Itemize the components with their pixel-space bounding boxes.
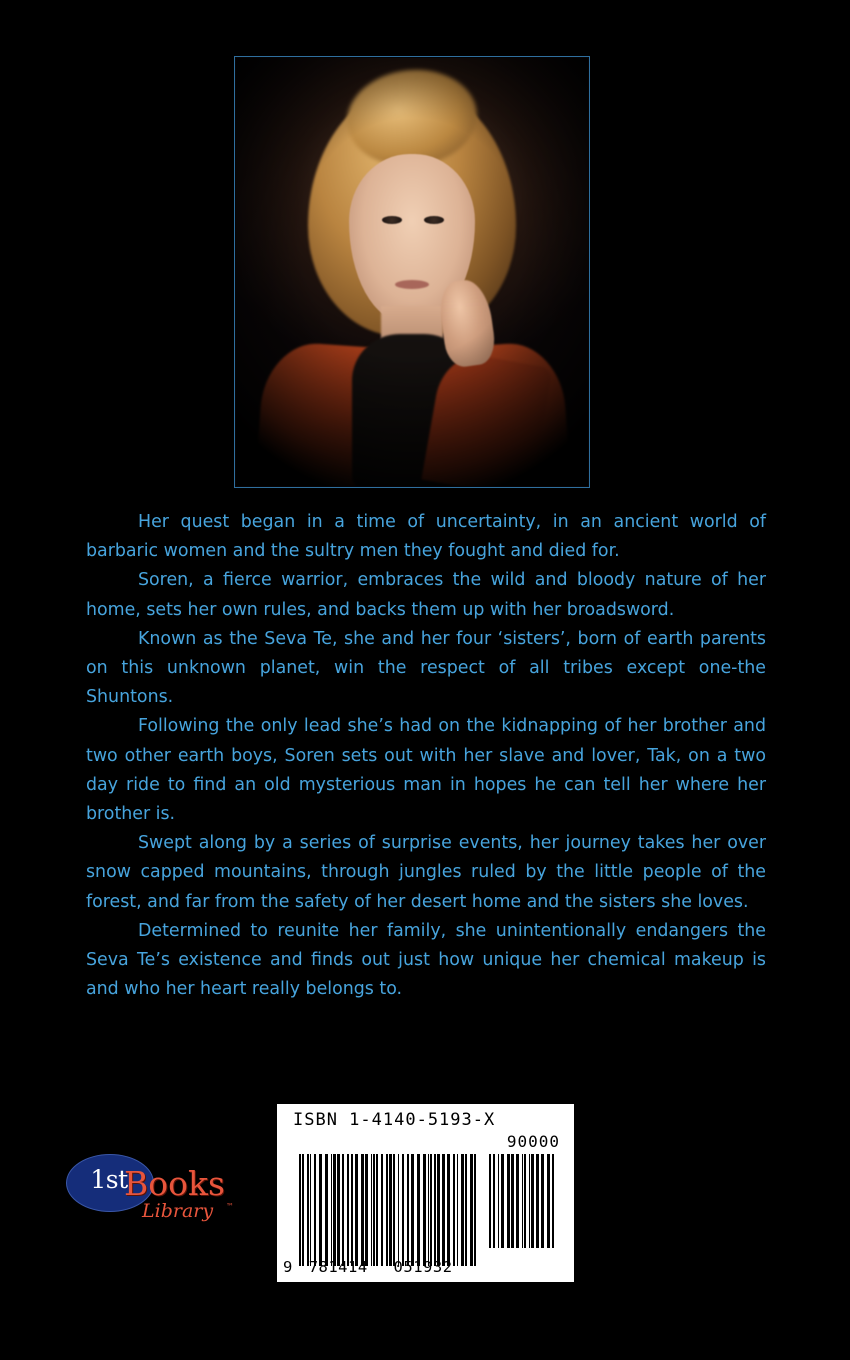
- barcode-bar: [402, 1154, 404, 1266]
- barcode-bar: [337, 1154, 340, 1266]
- barcode-bar: [371, 1154, 372, 1266]
- barcode-bar: [325, 1154, 328, 1266]
- author-portrait-image: [236, 58, 588, 486]
- barcode-bar: [373, 1154, 375, 1266]
- barcode-bar: [447, 1154, 450, 1266]
- back-cover-blurb: [86, 508, 766, 1004]
- barcode-bar: [470, 1154, 473, 1266]
- barcode-bar: [361, 1154, 364, 1266]
- blurb-paragraph: Following the only lead she’s had on the kidnapping of her brother and two other earth boys, Soren sets out with her slave and lover, Tak, on a two day ride to find an old mysterious man in hopes he can tell her where her brother is.: [86, 716, 766, 825]
- barcode-bar: [342, 1154, 344, 1266]
- barcode-bar: [461, 1154, 464, 1266]
- barcode-bar: [531, 1154, 534, 1248]
- barcode-bar: [507, 1154, 510, 1248]
- author-photo-frame: [234, 56, 590, 488]
- barcode-bar: [430, 1154, 432, 1266]
- barcode-bar: [376, 1154, 378, 1266]
- blurb-paragraph: Her quest began in a time of uncertainty, in an ancient world of barbaric women and the sultry men they fought and died for.: [86, 512, 766, 562]
- barcode-bar: [498, 1154, 499, 1248]
- barcode-bar: [411, 1154, 414, 1266]
- barcode-guard-bar: [299, 1154, 301, 1266]
- barcode-bars-addon: [489, 1154, 555, 1248]
- barcode-bar: [310, 1154, 311, 1266]
- blurb-paragraph: Soren, a fierce warrior, embraces the wild and bloody nature of her home, sets her own rules, and backs them up with her broadsword.: [86, 570, 766, 620]
- barcode-bar: [465, 1154, 467, 1266]
- barcode-bar: [437, 1154, 440, 1266]
- barcode-bar: [457, 1154, 458, 1266]
- barcode-bar: [307, 1154, 309, 1266]
- trademark-icon: ™: [226, 1202, 234, 1211]
- barcode-bar: [434, 1154, 436, 1266]
- publisher-logo: [66, 1148, 236, 1234]
- barcode-guard-bar: [474, 1154, 476, 1266]
- barcode-bar: [302, 1154, 304, 1266]
- barcode-bar: [407, 1154, 409, 1266]
- ean-group-1: 781414: [308, 1258, 368, 1276]
- barcode-bar: [331, 1154, 332, 1266]
- barcode-bar: [541, 1154, 544, 1248]
- barcode-bar: [314, 1154, 316, 1266]
- barcode-bar: [381, 1154, 383, 1266]
- barcode-bar: [501, 1154, 504, 1248]
- barcode-bar: [428, 1154, 429, 1266]
- barcode-bar: [355, 1154, 358, 1266]
- publisher-logo-1st: 1st: [90, 1165, 128, 1194]
- barcode-bar: [319, 1154, 322, 1266]
- barcode-bar: [524, 1154, 526, 1248]
- barcode-bar: [423, 1154, 426, 1266]
- barcode-bar: [386, 1154, 388, 1266]
- barcode-bar: [347, 1154, 349, 1266]
- portrait-vignette: [236, 58, 588, 486]
- barcode-bars-main: [299, 1154, 477, 1266]
- blurb-paragraph: Known as the Seva Te, she and her four ‘sisters’, born of earth parents on this unknown planet, win the respect of all tribes except one-the Shuntons.: [86, 628, 766, 708]
- barcode-bar: [493, 1154, 495, 1248]
- barcode-bar: [417, 1154, 420, 1266]
- barcode-bar: [522, 1154, 523, 1248]
- ean-lead-digit: 9: [283, 1258, 293, 1276]
- barcode-bar: [398, 1154, 399, 1266]
- barcode-bar: [516, 1154, 519, 1248]
- barcode-bar: [529, 1154, 530, 1248]
- ean-group-2: 051932: [393, 1258, 453, 1276]
- barcode-bar: [547, 1154, 550, 1248]
- blurb-paragraph: Swept along by a series of surprise events, her journey takes her over snow capped mountains, through jungles ruled by the little people of the forest, and far from the safety of her desert home and the sisters she loves.: [86, 833, 766, 912]
- barcode-bar: [536, 1154, 539, 1248]
- isbn-text: ISBN 1-4140-5193-X: [293, 1110, 496, 1130]
- barcode-block: [277, 1104, 574, 1282]
- price-code-text: 90000: [506, 1132, 560, 1151]
- publisher-logo-library: Library: [142, 1200, 214, 1222]
- barcode-bar: [442, 1154, 445, 1266]
- barcode-bar: [393, 1154, 395, 1266]
- barcode-bar: [351, 1154, 353, 1266]
- publisher-logo-books: Books: [124, 1164, 225, 1203]
- barcode-bar: [365, 1154, 368, 1266]
- blurb-paragraph: Determined to reunite her family, she unintentionally endangers the Seva Te’s existence and finds out just how unique her chemical makeup is and who her heart really belongs to.: [86, 920, 766, 1000]
- barcode-bar: [389, 1154, 392, 1266]
- barcode-bar: [333, 1154, 336, 1266]
- barcode-guard-bar: [552, 1154, 554, 1248]
- barcode-guard-bar: [489, 1154, 491, 1248]
- barcode-bar: [511, 1154, 514, 1248]
- ean-digits: [283, 1258, 483, 1276]
- barcode-bar: [453, 1154, 455, 1266]
